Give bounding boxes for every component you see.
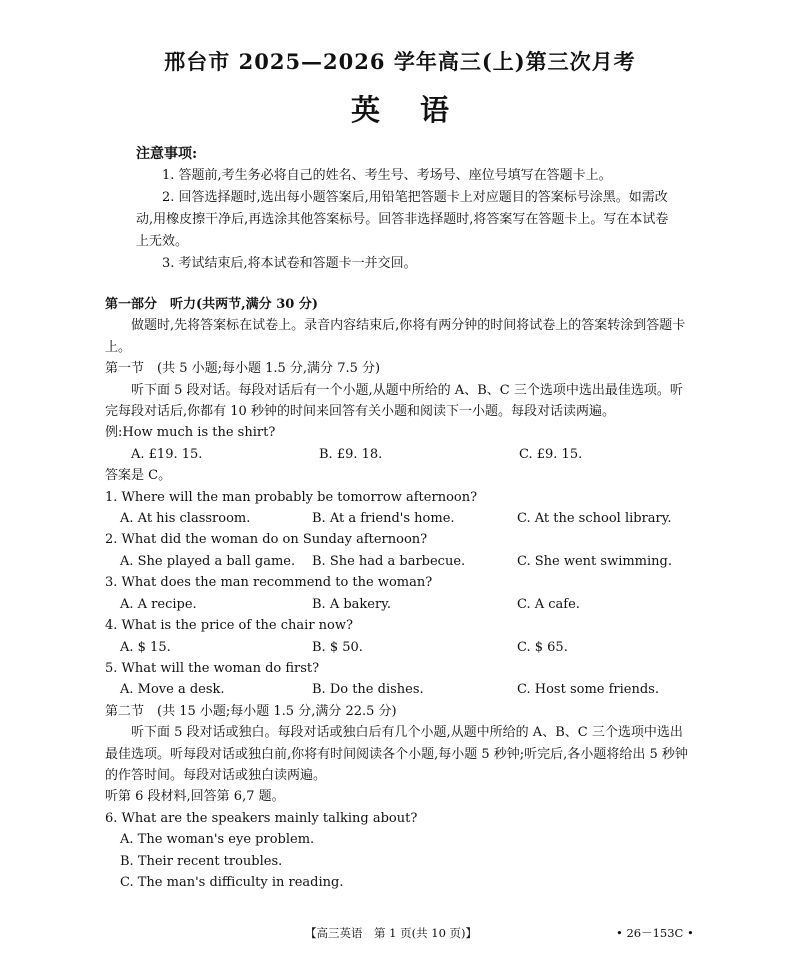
notice-section [136,143,676,275]
option-c: C. A cafe. [517,596,580,612]
option-a: A. $ 15. [120,639,171,655]
question-1: 1. Where will the man probably be tomorrow afternoon? [105,489,478,505]
question-4-options [105,637,695,658]
option-b: B. She had a barbecue. [312,553,466,569]
part1-intro: 做题时,先将答案标在试卷上。录音内容结束后,你将有两分钟的时间将试卷上的答案转涂到答题卡上。 [105,318,686,355]
option-c: C. She went swimming. [517,553,672,569]
option-a: A. A recipe. [120,596,197,612]
question-1-options [105,508,695,529]
question-6-option-a: A. The woman's eye problem. [120,832,315,848]
question-2-options [105,551,695,572]
section2-intro: 听下面 5 段对话或独白。每段对话或独白后有几个小题,从题中所给的 A、B、C 三个选项中选出最佳选项。听每段对话或独白前,你将有时间阅读各个小题,每小题 5 秒钟;听完后,各小题将给出 5 秒钟的作答时间。每段对话或独白读两遍。 [105,725,688,783]
example-answer: 答案是 C。 [105,468,172,484]
notice-heading: 注意事项: [136,146,198,162]
option-a: A. At his classroom. [120,511,251,527]
material-6-instruction: 听第 6 段材料,回答第 6,7 题。 [105,789,285,805]
example-options [105,444,695,465]
question-4: 4. What is the price of the chair now? [105,618,353,634]
example-question: 例:How much is the shirt? [105,425,276,441]
section1-heading: 第一节 (共 5 小题;每小题 1.5 分,满分 7.5 分) [105,361,381,377]
option-b: B. At a friend's home. [312,511,455,527]
option-b: B. Do the dishes. [312,682,424,698]
option-c: C. $ 65. [517,639,568,655]
section1-intro: 听下面 5 段对话。每段对话后有一个小题,从题中所给的 A、B、C 三个选项中选出最佳选项。听完每段对话后,你都有 10 秒钟的时间来回答有关小题和阅读下一小题。每段对话读两遍。 [105,382,683,420]
notice-item-3: 3. 考试结束后,将本试卷和答题卡一并交回。 [162,256,417,271]
option-c: C. At the school library. [517,511,672,527]
notice-item-1: 1. 答题前,考生务必将自己的姓名、考生号、考场号、座位号填写在答题卡上。 [162,168,612,183]
question-6-option-b: B. Their recent troubles. [120,853,283,869]
question-3: 3. What does the man recommend to the woman? [105,575,433,591]
option-b: B. $ 50. [312,639,363,655]
subject-title: 英语 [350,93,489,127]
example-option-c: C. £9. 15. [519,446,583,462]
footer-code: • 26－153C • [616,926,694,940]
option-b: B. A bakery. [312,596,391,612]
listening-part [105,294,695,893]
question-2: 2. What did the woman do on Sunday afternoon? [105,532,428,548]
question-3-options [105,594,695,615]
notice-item-2: 2. 回答选择题时,选出每小题答案后,用铅笔把答题卡上对应题目的答案标号涂黑。如需改动,用橡皮擦干净后,再选涂其他答案标号。回答非选择题时,将答案写在答题卡上。写在本试卷上无效。 [136,190,669,249]
footer-page-info: 【高三英语 第 1 页(共 10 页)】 [305,926,478,940]
option-a: A. She played a ball game. [120,553,296,569]
option-c: C. Host some friends. [517,682,659,698]
question-5-options [105,679,695,700]
section2-heading: 第二节 (共 15 小题;每小题 1.5 分,满分 22.5 分) [105,703,397,719]
example-option-b: B. £9. 18. [319,446,383,462]
question-5: 5. What will the woman do first? [105,660,320,676]
exam-title: 邢台市 2025—2026 学年高三(上)第三次月考 [164,49,636,74]
example-option-a: A. £19. 15. [131,446,203,462]
question-6: 6. What are the speakers mainly talking about? [105,810,418,826]
part1-heading: 第一部分 听力(共两节,满分 30 分) [105,297,318,312]
question-6-option-c: C. The man's difficulty in reading. [120,874,344,890]
option-a: A. Move a desk. [120,682,225,698]
